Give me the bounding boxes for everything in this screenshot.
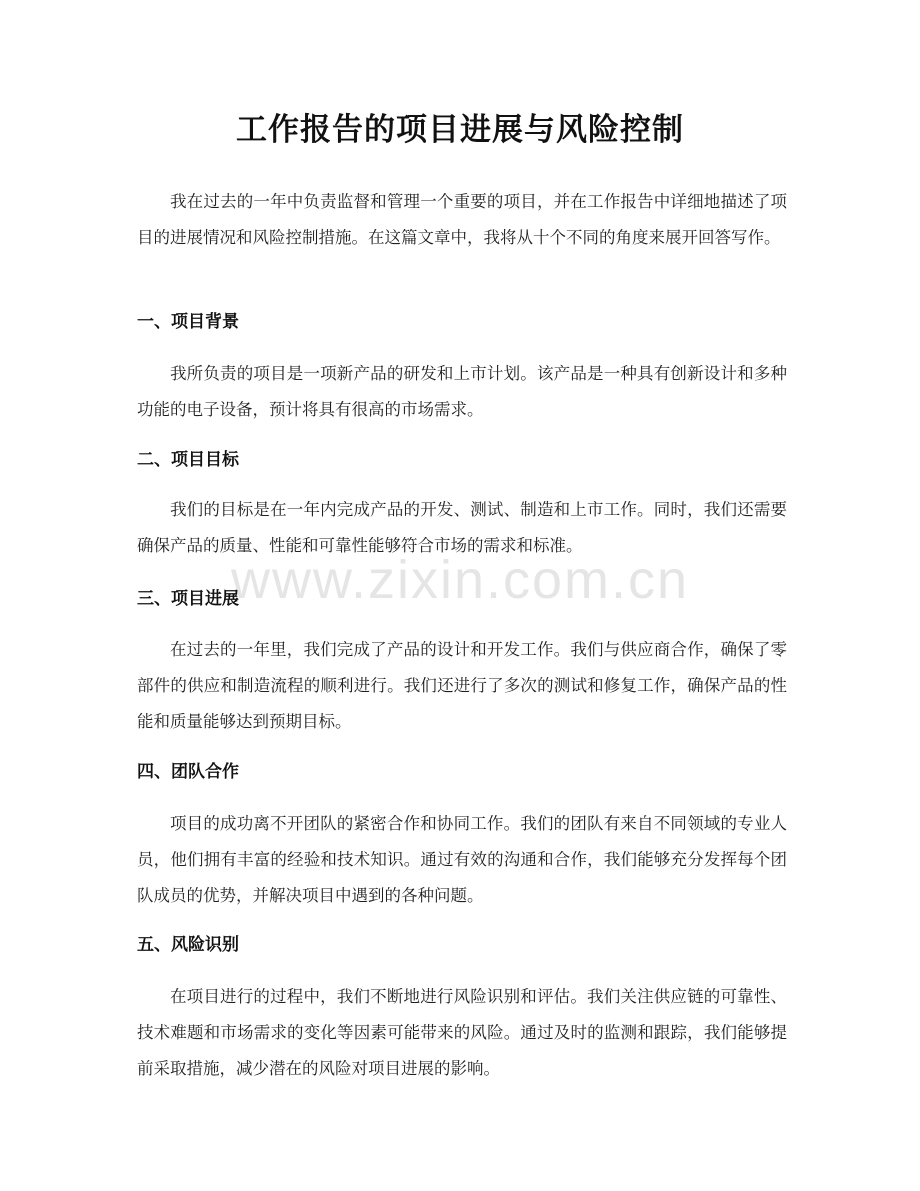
section-body-teamwork: 项目的成功离不开团队的紧密合作和协同工作。我们的团队有来自不同领域的专业人员，他们拥有丰富的经验和技术知识。通过有效的沟通和合作，我们能够充分发挥每个团队成员的优势，并解决项目中遇到的各种问题。 <box>137 814 787 905</box>
section-heading-background: 一、项目背景 <box>137 312 239 332</box>
document-title: 工作报告的项目进展与风险控制 <box>236 112 684 148</box>
section-heading-risk: 五、风险识别 <box>137 935 239 955</box>
section-body-risk: 在项目进行的过程中，我们不断地进行风险识别和评估。我们关注供应链的可靠性、技术难题和市场需求的变化等因素可能带来的风险。通过及时的监测和跟踪，我们能够提前采取措施，减少潜在的风险对项目进展的影响。 <box>137 987 787 1078</box>
section-heading-goals: 二、项目目标 <box>137 450 239 470</box>
watermark: www.zixin.com.cn <box>230 550 690 610</box>
section-heading-progress: 三、项目进展 <box>137 589 239 609</box>
intro-paragraph: 我在过去的一年中负责监督和管理一个重要的项目，并在工作报告中详细地描述了项目的进展情况和风险控制措施。在这篇文章中，我将从十个不同的角度来展开回答写作。 <box>137 192 787 247</box>
section-body-goals: 我们的目标是在一年内完成产品的开发、测试、制造和上市工作。同时，我们还需要确保产品的质量、性能和可靠性能够符合市场的需求和标准。 <box>137 500 787 555</box>
section-heading-teamwork: 四、团队合作 <box>137 762 239 782</box>
section-body-progress: 在过去的一年里，我们完成了产品的设计和开发工作。我们与供应商合作，确保了零部件的供应和制造流程的顺利进行。我们还进行了多次的测试和修复工作，确保产品的性能和质量能够达到预期目标。 <box>137 640 787 731</box>
section-body-background: 我所负责的项目是一项新产品的研发和上市计划。该产品是一种具有创新设计和多种功能的电子设备，预计将具有很高的市场需求。 <box>137 364 787 419</box>
